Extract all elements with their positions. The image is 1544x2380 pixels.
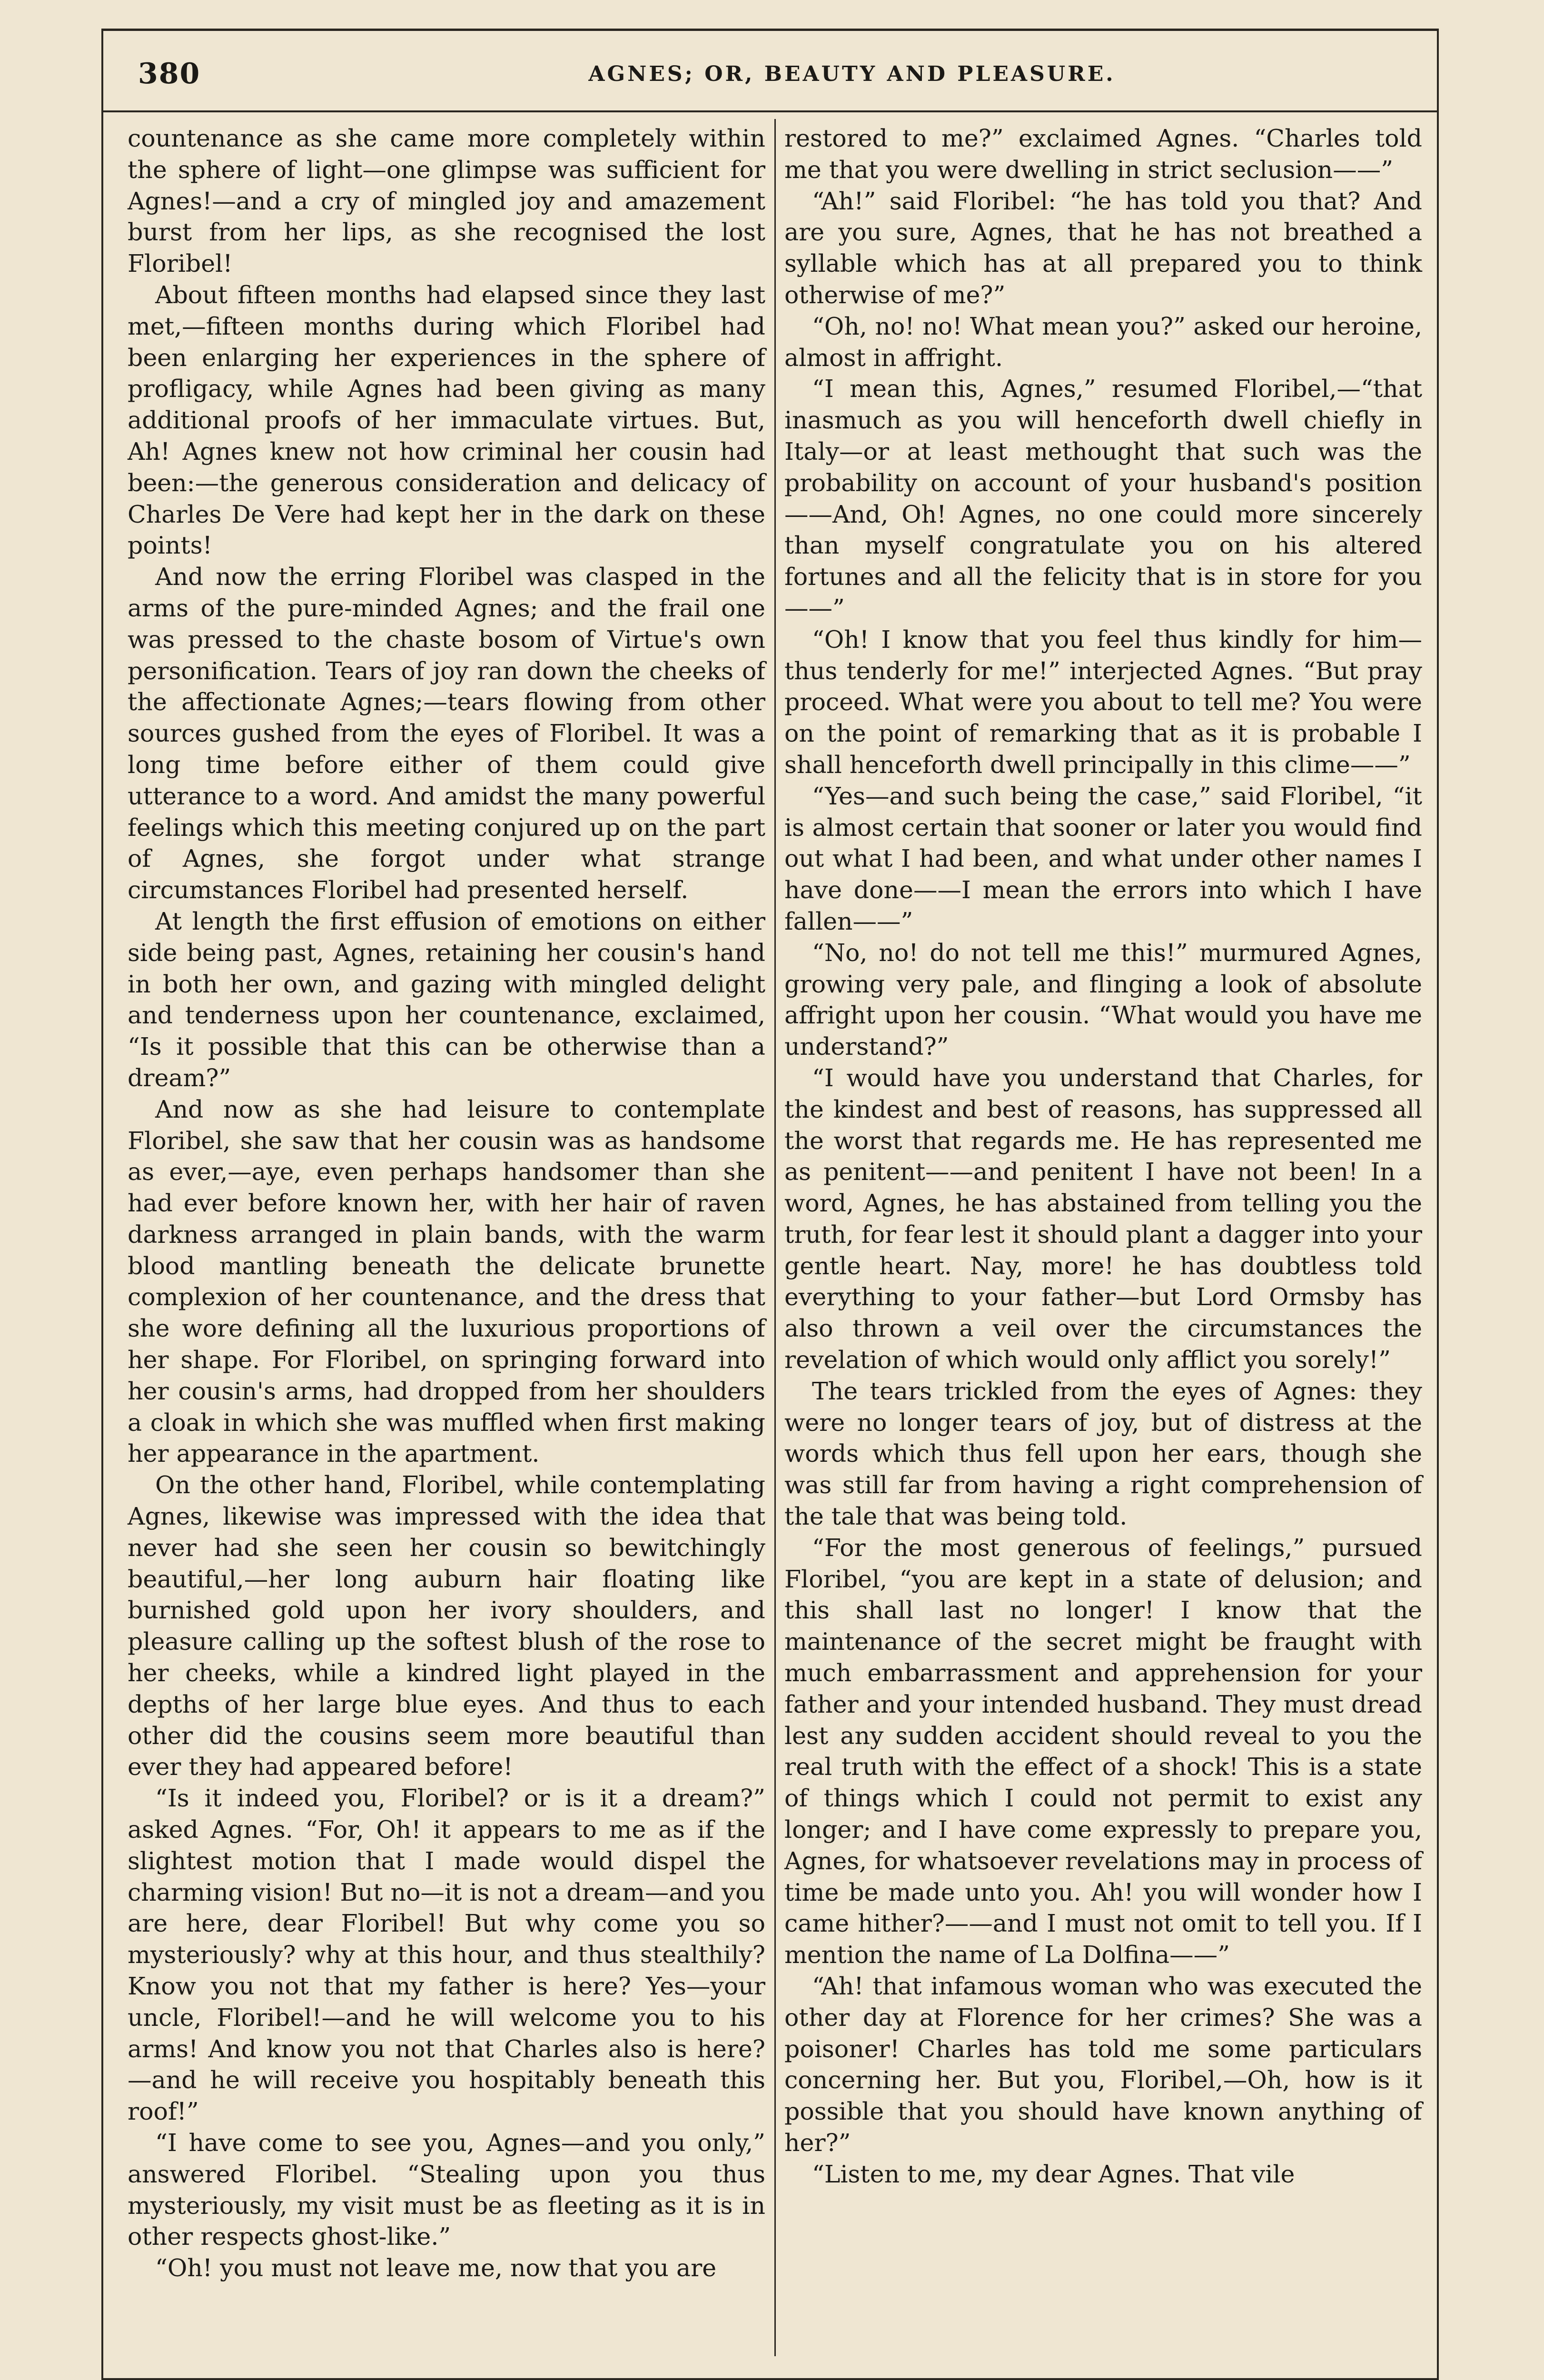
running-head: AGNES; OR, BEAUTY AND PLEASURE. bbox=[588, 62, 1116, 86]
paragraph: And now as she had leisure to contemplate Floribel, she saw that her cousin was as handsome as ever,—aye, even perhaps handsomer than she had ever before known her, with her hair of raven darkness arranged in plain bands, with the warm blood mantling beneath the delicate brunette complexion of her countenance, and the dress that she wore defining all the luxurious proportions of her shape. For Floribel, on springing forward into her cousin's arms, had dropped from her shoulders a cloak in which she was muffled when first making her appearance in the apartment. bbox=[128, 1095, 765, 1468]
column-rule bbox=[774, 119, 776, 2356]
paragraph: At length the first effusion of emotions on either side being past, Agnes, retaining her cousin's hand in both her own, and gazing with mingled delight and tenderness upon her countenance, exclaimed, “Is it possible that this can be otherwise than a dream?” bbox=[128, 907, 765, 1092]
paragraph: “I mean this, Agnes,” resumed Floribel,—“that inasmuch as you will henceforth dwell chiefly in Italy—or at least methought that such was the probability on account of your husband's position——And, Oh! Agnes, no one could more sincerely than myself congratulate you on his altered fortunes and all the felicity that is in store for you——” bbox=[784, 375, 1422, 622]
paragraph: “For the most generous of feelings,” pursued Floribel, “you are kept in a state of delusion; and this shall last no longer! I know that the maintenance of the secret might be fraught with much embarrassment and apprehension for your father and your intended husband. They must dread lest any sudden accident should reveal to you the real truth with the effect of a shock! This is a state of things which I could not permit to exist any longer; and I have come expressly to prepare you, Agnes, for whatsoever revelations may in process of time be made unto you. Ah! you will wonder how I came hither?——and I must not omit to tell you. If I mention the name of La Dolfina——” bbox=[784, 1533, 1422, 1969]
paragraph: About fifteen months had elapsed since they last met,—fifteen months during which Floribel had been enlarging her experiences in the sphere of profligacy, while Agnes had been giving as many additional proofs of her immaculate virtues. But, Ah! Agnes knew not how criminal her cousin had been:—the generous consideration and delicacy of Charles De Vere had kept her in the dark on these points! bbox=[128, 280, 765, 560]
paragraph: “Is it indeed you, Floribel? or is it a dream?” asked Agnes. “For, Oh! it appears to me as if the slightest motion that I made would dispel the charming vision! But no—it is not a dream—and you are here, dear Floribel! But why come you so mysteriously? why at this hour, and thus stealthily? Know you not that my father is here? Yes—your uncle, Floribel!—and he will welcome you to his arms! And know you not that Charles also is here?—and he will receive you hospitably beneath this roof!” bbox=[128, 1784, 765, 2126]
paragraph: “I have come to see you, Agnes—and you only,” answered Floribel. “Stealing upon you thus mysteriously, my visit must be as fleeting as it is in other respects ghost-like.” bbox=[128, 2129, 765, 2251]
left-column bbox=[128, 123, 765, 2284]
paragraph: “I would have you understand that Charles, for the kindest and best of reasons, has suppressed all the worst that regards me. He has represented me as penitent——and penitent I have not been! In a word, Agnes, he has abstained from telling you the truth, for fear lest it should plant a dagger into your gentle heart. Nay, more! he has doubtless told everything to your father—but Lord Ormsby has also thrown a veil over the circumstances the revelation of which would only afflict you sorely!” bbox=[784, 1063, 1422, 1374]
paragraph: “Oh! I know that you feel thus kindly for him—thus tenderly for me!” interjected Agnes. “But pray proceed. What were you about to tell me? You were on the point of remarking that as it is probable I shall henceforth dwell principally in this clime——” bbox=[784, 625, 1422, 779]
paragraph: “No, no! do not tell me this!” murmured Agnes, growing very pale, and flinging a look of absolute affright upon her cousin. “What would you have me understand?” bbox=[784, 938, 1422, 1061]
paragraph: “Ah!” said Floribel: “he has told you that? And are you sure, Agnes, that he has not breathed a syllable which has at all prepared you to think otherwise of me?” bbox=[784, 187, 1422, 309]
paragraph: On the other hand, Floribel, while contemplating Agnes, likewise was impressed with the idea that never had she seen her cousin so bewitchingly beautiful,—her long auburn hair floating like burnished gold upon her ivory shoulders, and pleasure calling up the softest blush of the rose to her cheeks, while a kindred light played in the depths of her large blue eyes. And thus to each other did the cousins seem more beautiful than ever they had appeared before! bbox=[128, 1471, 765, 1781]
paragraph: countenance as she came more completely within the sphere of light—one glimpse was sufficient for Agnes!—and a cry of mingled joy and amazement burst from her lips, as she recognised the lost Floribel! bbox=[128, 124, 765, 278]
paragraph: “Ah! that infamous woman who was executed the other day at Florence for her crimes? She was a poisoner! Charles has told me some particulars concerning her. But you, Floribel,—Oh, how is it possible that you should have known anything of her?” bbox=[784, 1972, 1422, 2157]
page-number: 380 bbox=[138, 57, 201, 90]
paragraph: restored to me?” exclaimed Agnes. “Charles told me that you were dwelling in strict seclusion——” bbox=[784, 124, 1422, 184]
paragraph: The tears trickled from the eyes of Agnes: they were no longer tears of joy, but of distress at the words which thus fell upon her ears, though she was still far from having a right comprehension of the tale that was being told. bbox=[784, 1377, 1422, 1531]
paragraph: “Oh! you must not leave me, now that you are bbox=[155, 2254, 717, 2282]
paragraph: “Oh, no! no! What mean you?” asked our heroine, almost in affright. bbox=[784, 312, 1422, 372]
right-column bbox=[784, 123, 1422, 2190]
paragraph: And now the erring Floribel was clasped in the arms of the pure-minded Agnes; and the frail one was pressed to the chaste bosom of Virtue's own personification. Tears of joy ran down the cheeks of the affectionate Agnes;—tears flowing from other sources gushed from the eyes of Floribel. It was a long time before either of them could give utterance to a word. And amidst the many powerful feelings which this meeting conjured up on the part of Agnes, she forgot under what strange circumstances Floribel had presented herself. bbox=[128, 563, 765, 904]
top-rule bbox=[101, 29, 1439, 31]
bottom-rule bbox=[101, 2378, 1439, 2380]
paragraph: “Yes—and such being the case,” said Floribel, “it is almost certain that sooner or later you would find out what I had been, and what under other names I have done——I mean the errors into which I have fallen——” bbox=[784, 782, 1422, 935]
header-rule bbox=[101, 110, 1439, 112]
paragraph: “Listen to me, my dear Agnes. That vile bbox=[812, 2160, 1295, 2188]
